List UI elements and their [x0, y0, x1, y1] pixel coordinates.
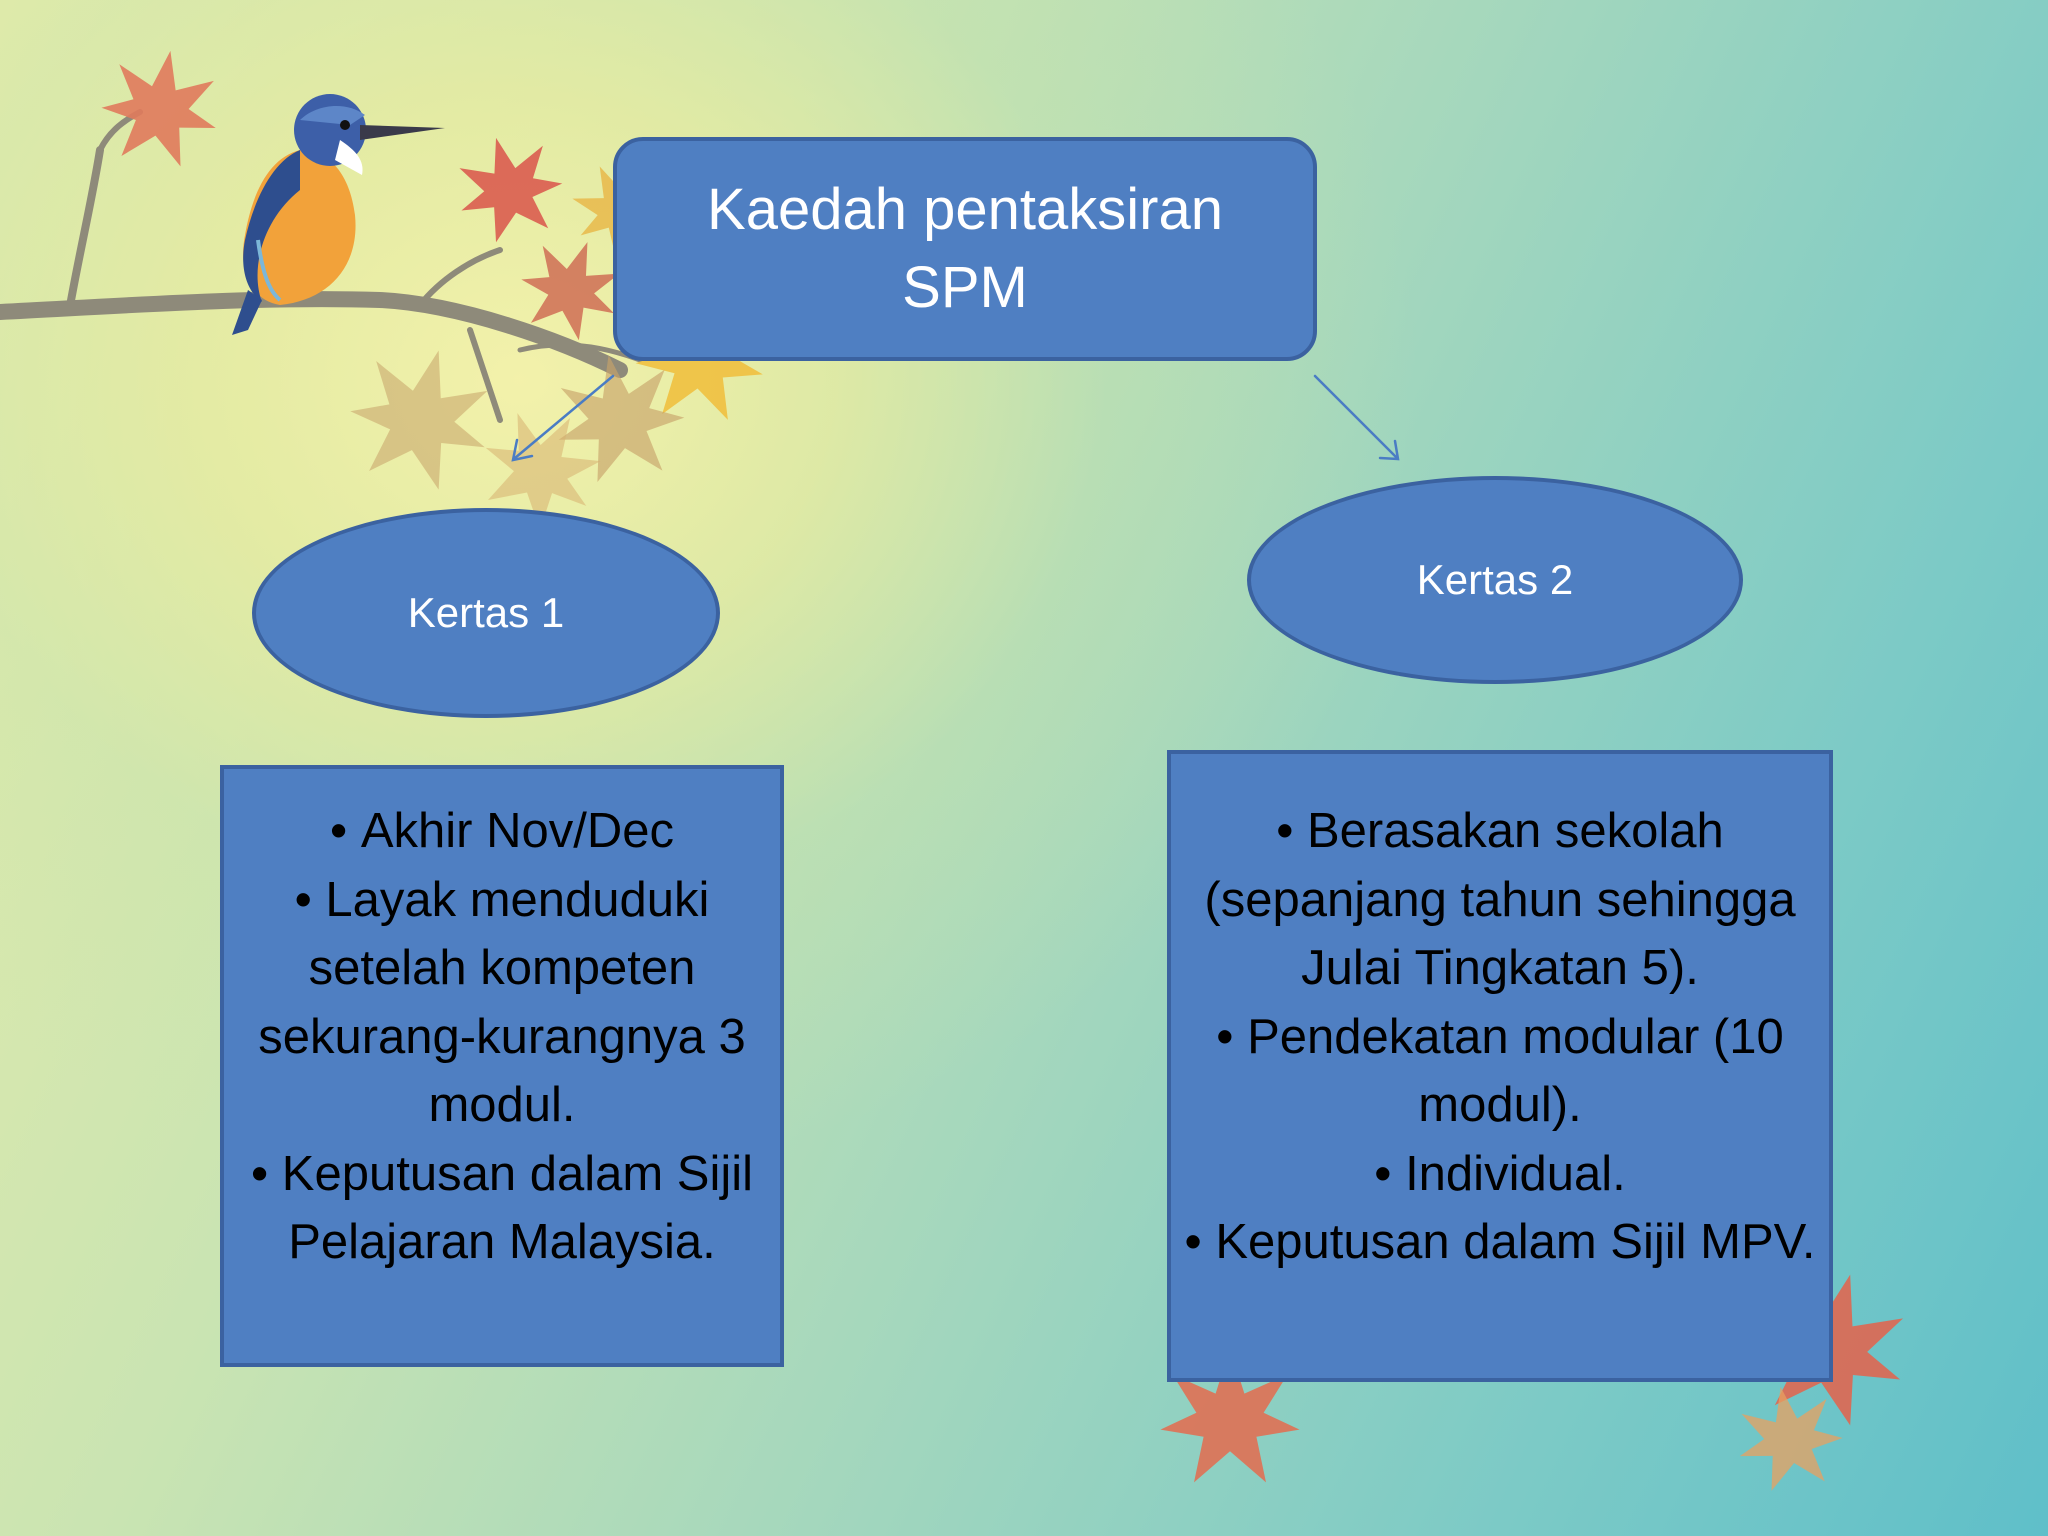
root-title-line-1: Kaedah pentaksiran [707, 177, 1223, 242]
kertas-2-details [1167, 750, 1833, 1382]
kertas-2-node [1247, 476, 1743, 684]
kertas-1-bullet: • Keputusan dalam Sijil Pelajaran Malaysia. [234, 1140, 770, 1277]
arrow-to-kertas-2 [1315, 376, 1397, 458]
kertas-2-label: Kertas 2 [1416, 556, 1574, 603]
kertas-1-label: Kertas 1 [407, 589, 565, 636]
kertas-1-node [252, 508, 720, 718]
kertas-2-bullet: • Individual. [1183, 1140, 1817, 1209]
kertas-2-bullet: • Keputusan dalam Sijil MPV. [1183, 1208, 1817, 1277]
kertas-1-bullet: • Layak menduduki setelah kompeten sekurang-kurangnya 3 modul. [234, 866, 770, 1140]
kertas-1-details [220, 765, 784, 1367]
root-title-line-2: SPM [902, 255, 1028, 320]
kertas-1-bullet: • Akhir Nov/Dec [234, 797, 770, 866]
root-node [613, 137, 1317, 361]
kertas-2-bullet: • Berasakan sekolah (sepanjang tahun sehingga Julai Tingkatan 5). [1183, 797, 1817, 1003]
kertas-2-bullet: • Pendekatan modular (10 modul). [1183, 1003, 1817, 1140]
